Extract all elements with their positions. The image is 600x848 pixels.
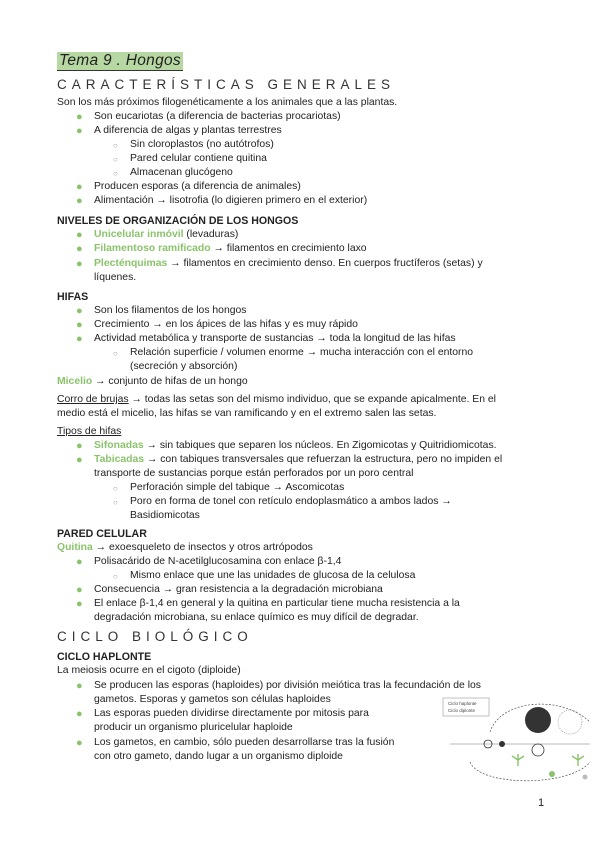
corro-paragraph: Corro de brujas → todas las setas son del mismo individuo, que se expande apicalmente. En el — [57, 394, 496, 405]
list-item: Se producen las esporas (haploides) por división meiótica tras la fecundación de los — [94, 680, 481, 691]
circle-bullet-icon: ○ — [113, 155, 118, 164]
bullet-icon: ● — [76, 440, 83, 452]
bullet-icon: ● — [76, 333, 83, 345]
section-title-ciclo-biologico: CICLO BIOLÓGICO — [57, 629, 253, 644]
list-item: Polisacárido de N-acetilglucosamina con enlace β-1,4 — [94, 556, 342, 567]
bullet-icon: ● — [76, 258, 83, 270]
list-item: Unicelular inmóvil (levaduras) — [94, 229, 239, 240]
list-item: Actividad metabólica y transporte de sustancias → toda la longitud de las hifas — [94, 333, 456, 344]
bullet-icon: ● — [76, 111, 83, 123]
sub-list-item: Sin cloroplastos (no autótrofos) — [130, 139, 274, 150]
list-item-continuation: con otro gameto, dando lugar a un organismo diploide — [94, 751, 343, 762]
list-item-continuation: degradación microbiana, su enlace químico es muy difícil de degradar. — [94, 612, 419, 623]
list-item: Crecimiento → en los ápices de las hifas y es muy rápido — [94, 319, 358, 330]
bullet-icon: ● — [76, 125, 83, 137]
cycle-arc-bottom — [470, 762, 590, 781]
list-item: Tabicadas → con tabiques transversales que refuerzan la estructura, pero no impiden el — [94, 454, 503, 465]
life-cycle-diagram — [440, 692, 600, 792]
bullet-icon: ● — [76, 598, 83, 610]
circle-bullet-icon: ○ — [113, 141, 118, 150]
list-item-continuation: líquenes. — [94, 272, 137, 283]
spore-cluster-dark — [525, 707, 551, 733]
list-item: Alimentación → lisotrofia (lo digieren primero en el exterior) — [94, 195, 368, 206]
bullet-icon: ● — [76, 319, 83, 331]
fungus-shape-2 — [572, 754, 584, 766]
section-title-caracteristicas: CARACTERÍSTICAS GENERALES — [57, 77, 396, 92]
heading-ciclo-haplonte: CICLO HAPLONTE — [57, 651, 152, 663]
list-item: Sifonadas → sin tabiques que separen los núcleos. En Zigomicotas y Quitridiomicotas. — [94, 440, 497, 451]
circle-bullet-icon: ○ — [113, 498, 118, 507]
list-item-continuation: gametos. Esporas y gametos son células haploides — [94, 694, 331, 705]
intro-haplonte: La meiosis ocurre en el cigoto (diploide) — [57, 665, 241, 676]
intro-text: Son los más próximos filogenéticamente a los animales que a las plantas. — [57, 97, 398, 108]
circle-bullet-icon: ○ — [113, 572, 118, 581]
list-item-continuation: producir un organismo pluricelular haploide — [94, 722, 293, 733]
sub-list-item: Perforación simple del tabique → Ascomicotas — [130, 482, 345, 493]
bullet-icon: ● — [76, 229, 83, 241]
spore-cluster-light — [558, 710, 582, 734]
sub-list-item: Poro en forma de tonel con retículo endoplasmático a ambos lados → — [130, 496, 452, 507]
sub-list-item: Pared celular contiene quitina — [130, 153, 267, 164]
bullet-icon: ● — [76, 556, 83, 568]
list-item: Las esporas pueden dividirse directamente por mitosis para — [94, 708, 369, 719]
bullet-icon: ● — [76, 708, 83, 720]
list-item: Producen esporas (a diferencia de animales) — [94, 181, 301, 192]
bullet-icon: ● — [76, 737, 83, 749]
heading-pared-celular: PARED CELULAR — [57, 528, 147, 540]
list-item: Consecuencia → gran resistencia a la degradación microbiana — [94, 584, 383, 595]
sub-list-item: Mismo enlace que une las unidades de glucosa de la celulosa — [130, 570, 416, 581]
circle-bullet-icon: ○ — [113, 349, 118, 358]
figure-label-line1: Ciclo haplonte — [448, 701, 477, 706]
quitina-definition: Quitina → exoesqueleto de insectos y otros artrópodos — [57, 542, 313, 553]
page-title: Tema 9 . Hongos — [59, 52, 181, 69]
sub-list-item: Almacenan glucógeno — [130, 167, 233, 178]
list-item: El enlace β-1,4 en general y la quitina en particular tiene mucha resistencia a la — [94, 598, 460, 609]
heading-niveles: NIVELES DE ORGANIZACIÓN DE LOS HONGOS — [57, 215, 299, 227]
circle-bullet-icon: ○ — [113, 484, 118, 493]
bullet-icon: ● — [76, 584, 83, 596]
bullet-icon: ● — [76, 181, 83, 193]
heading-tipos-hifas: Tipos de hifas — [57, 426, 122, 437]
list-item-continuation: transporte de sustancias porque están perforados por un poro central — [94, 468, 414, 479]
list-item: Los gametos, en cambio, sólo pueden desarrollarse tras la fusión — [94, 737, 395, 748]
list-item: Son eucariotas (a diferencia de bacterias procariotas) — [94, 111, 341, 122]
list-item: Plecténquimas → filamentos en crecimiento denso. En cuerpos fructíferos (setas) y — [94, 258, 483, 269]
bullet-icon: ● — [76, 305, 83, 317]
corro-paragraph-continuation: medio está el micelio, las hifas se van ramificando y en el extremo salen las setas. — [57, 408, 437, 419]
sub-list-item-continuation: Basidiomicotas — [130, 510, 200, 521]
list-item: Filamentoso ramificado → filamentos en crecimiento laxo — [94, 243, 367, 254]
circle-bullet-icon: ○ — [113, 169, 118, 178]
green-dot — [549, 771, 555, 777]
micelio-definition: Micelio → conjunto de hifas de un hongo — [57, 376, 248, 387]
life-cycle-figure — [440, 692, 600, 792]
cell-2 — [499, 741, 505, 747]
bullet-icon: ● — [76, 195, 83, 207]
sub-list-item: Relación superficie / volumen enorme → mucha interacción con el entorno — [130, 347, 474, 358]
bullet-icon: ● — [76, 454, 83, 466]
page-number: 1 — [538, 797, 545, 809]
grey-dot — [583, 775, 588, 780]
bullet-icon: ● — [76, 680, 83, 692]
fungus-shape-1 — [512, 754, 524, 766]
sub-list-item-continuation: (secreción y absorción) — [130, 361, 238, 372]
list-item: Son los filamentos de los hongos — [94, 305, 247, 316]
bullet-icon: ● — [76, 243, 83, 255]
figure-label-line2: Ciclo diplonte — [448, 708, 476, 713]
cell-3 — [532, 744, 544, 756]
heading-hifas: HIFAS — [57, 291, 89, 303]
list-item: A diferencia de algas y plantas terrestres — [94, 125, 282, 136]
